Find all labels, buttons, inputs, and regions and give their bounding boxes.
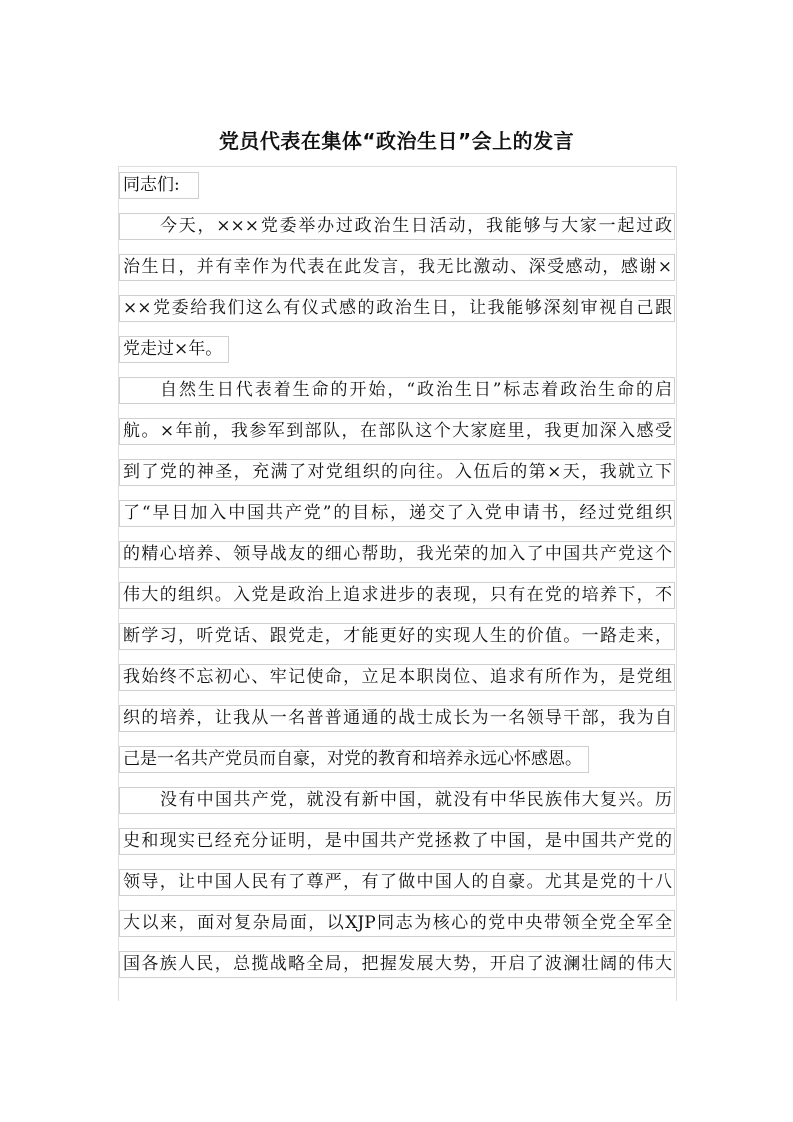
document-title: 党员代表在集体“政治生日”会上的发言 bbox=[218, 129, 575, 153]
paragraph-1-line-3: ××党委给我们这么有仪式感的政治生日，让我能够深刻审视自己跟 bbox=[119, 295, 675, 322]
paragraph-2-line-6: 伟大的组织。入党是政治上追求进步的表现，只有在党的培养下，不 bbox=[119, 582, 675, 609]
salutation: 同志们: bbox=[119, 172, 199, 199]
paragraph-2-line-8: 我始终不忘初心、牢记使命，立足本职岗位、追求有所作为，是党组 bbox=[119, 664, 675, 691]
paragraph-2-line-1: 自然生日代表着生命的开始，“政治生日”标志着政治生命的启 bbox=[119, 377, 675, 404]
paragraph-3-line-2: 史和现实已经充分证明，是中国共产党拯救了中国，是中国共产党的 bbox=[119, 828, 675, 855]
paragraph-3-line-4: 大以来，面对复杂局面，以XJP同志为核心的党中央带领全党全军全 bbox=[119, 910, 675, 937]
paragraph-1-line-1: 今天，×××党委举办过政治生日活动，我能够与大家一起过政 bbox=[119, 213, 675, 240]
paragraph-3-line-1: 没有中国共产党，就没有新中国，就没有中华民族伟大复兴。历 bbox=[119, 787, 675, 814]
paragraph-2-line-10: 己是一名共产党员而自豪，对党的教育和培养永远心怀感恩。 bbox=[119, 746, 589, 773]
paragraph-2-line-5: 的精心培养、领导战友的细心帮助，我光荣的加入了中国共产党这个 bbox=[119, 541, 675, 568]
paragraph-2-line-4: 了“早日加入中国共产党”的目标，递交了入党申请书，经过党组织 bbox=[119, 500, 675, 527]
document-body bbox=[119, 172, 675, 992]
paragraph-2-line-2: 航。×年前，我参军到部队，在部队这个大家庭里，我更加深入感受 bbox=[119, 418, 675, 445]
paragraph-2-line-7: 断学习，听党话、跟党走，才能更好的实现人生的价值。一路走来， bbox=[119, 623, 675, 650]
paragraph-3-line-5: 国各族人民，总揽战略全局，把握发展大势，开启了波澜壮阔的伟大 bbox=[119, 951, 675, 978]
paragraph-1-line-2: 治生日，并有幸作为代表在此发言，我无比激动、深受感动，感谢× bbox=[119, 254, 675, 281]
paragraph-2-line-3: 到了党的神圣，充满了对党组织的向往。入伍后的第×天，我就立下 bbox=[119, 459, 675, 486]
paragraph-2-line-9: 织的培养，让我从一名普普通通的战士成长为一名领导干部，我为自 bbox=[119, 705, 675, 732]
paragraph-3-line-3: 领导，让中国人民有了尊严，有了做中国人的自豪。尤其是党的十八 bbox=[119, 869, 675, 896]
paragraph-1-line-4: 党走过×年。 bbox=[119, 336, 229, 363]
